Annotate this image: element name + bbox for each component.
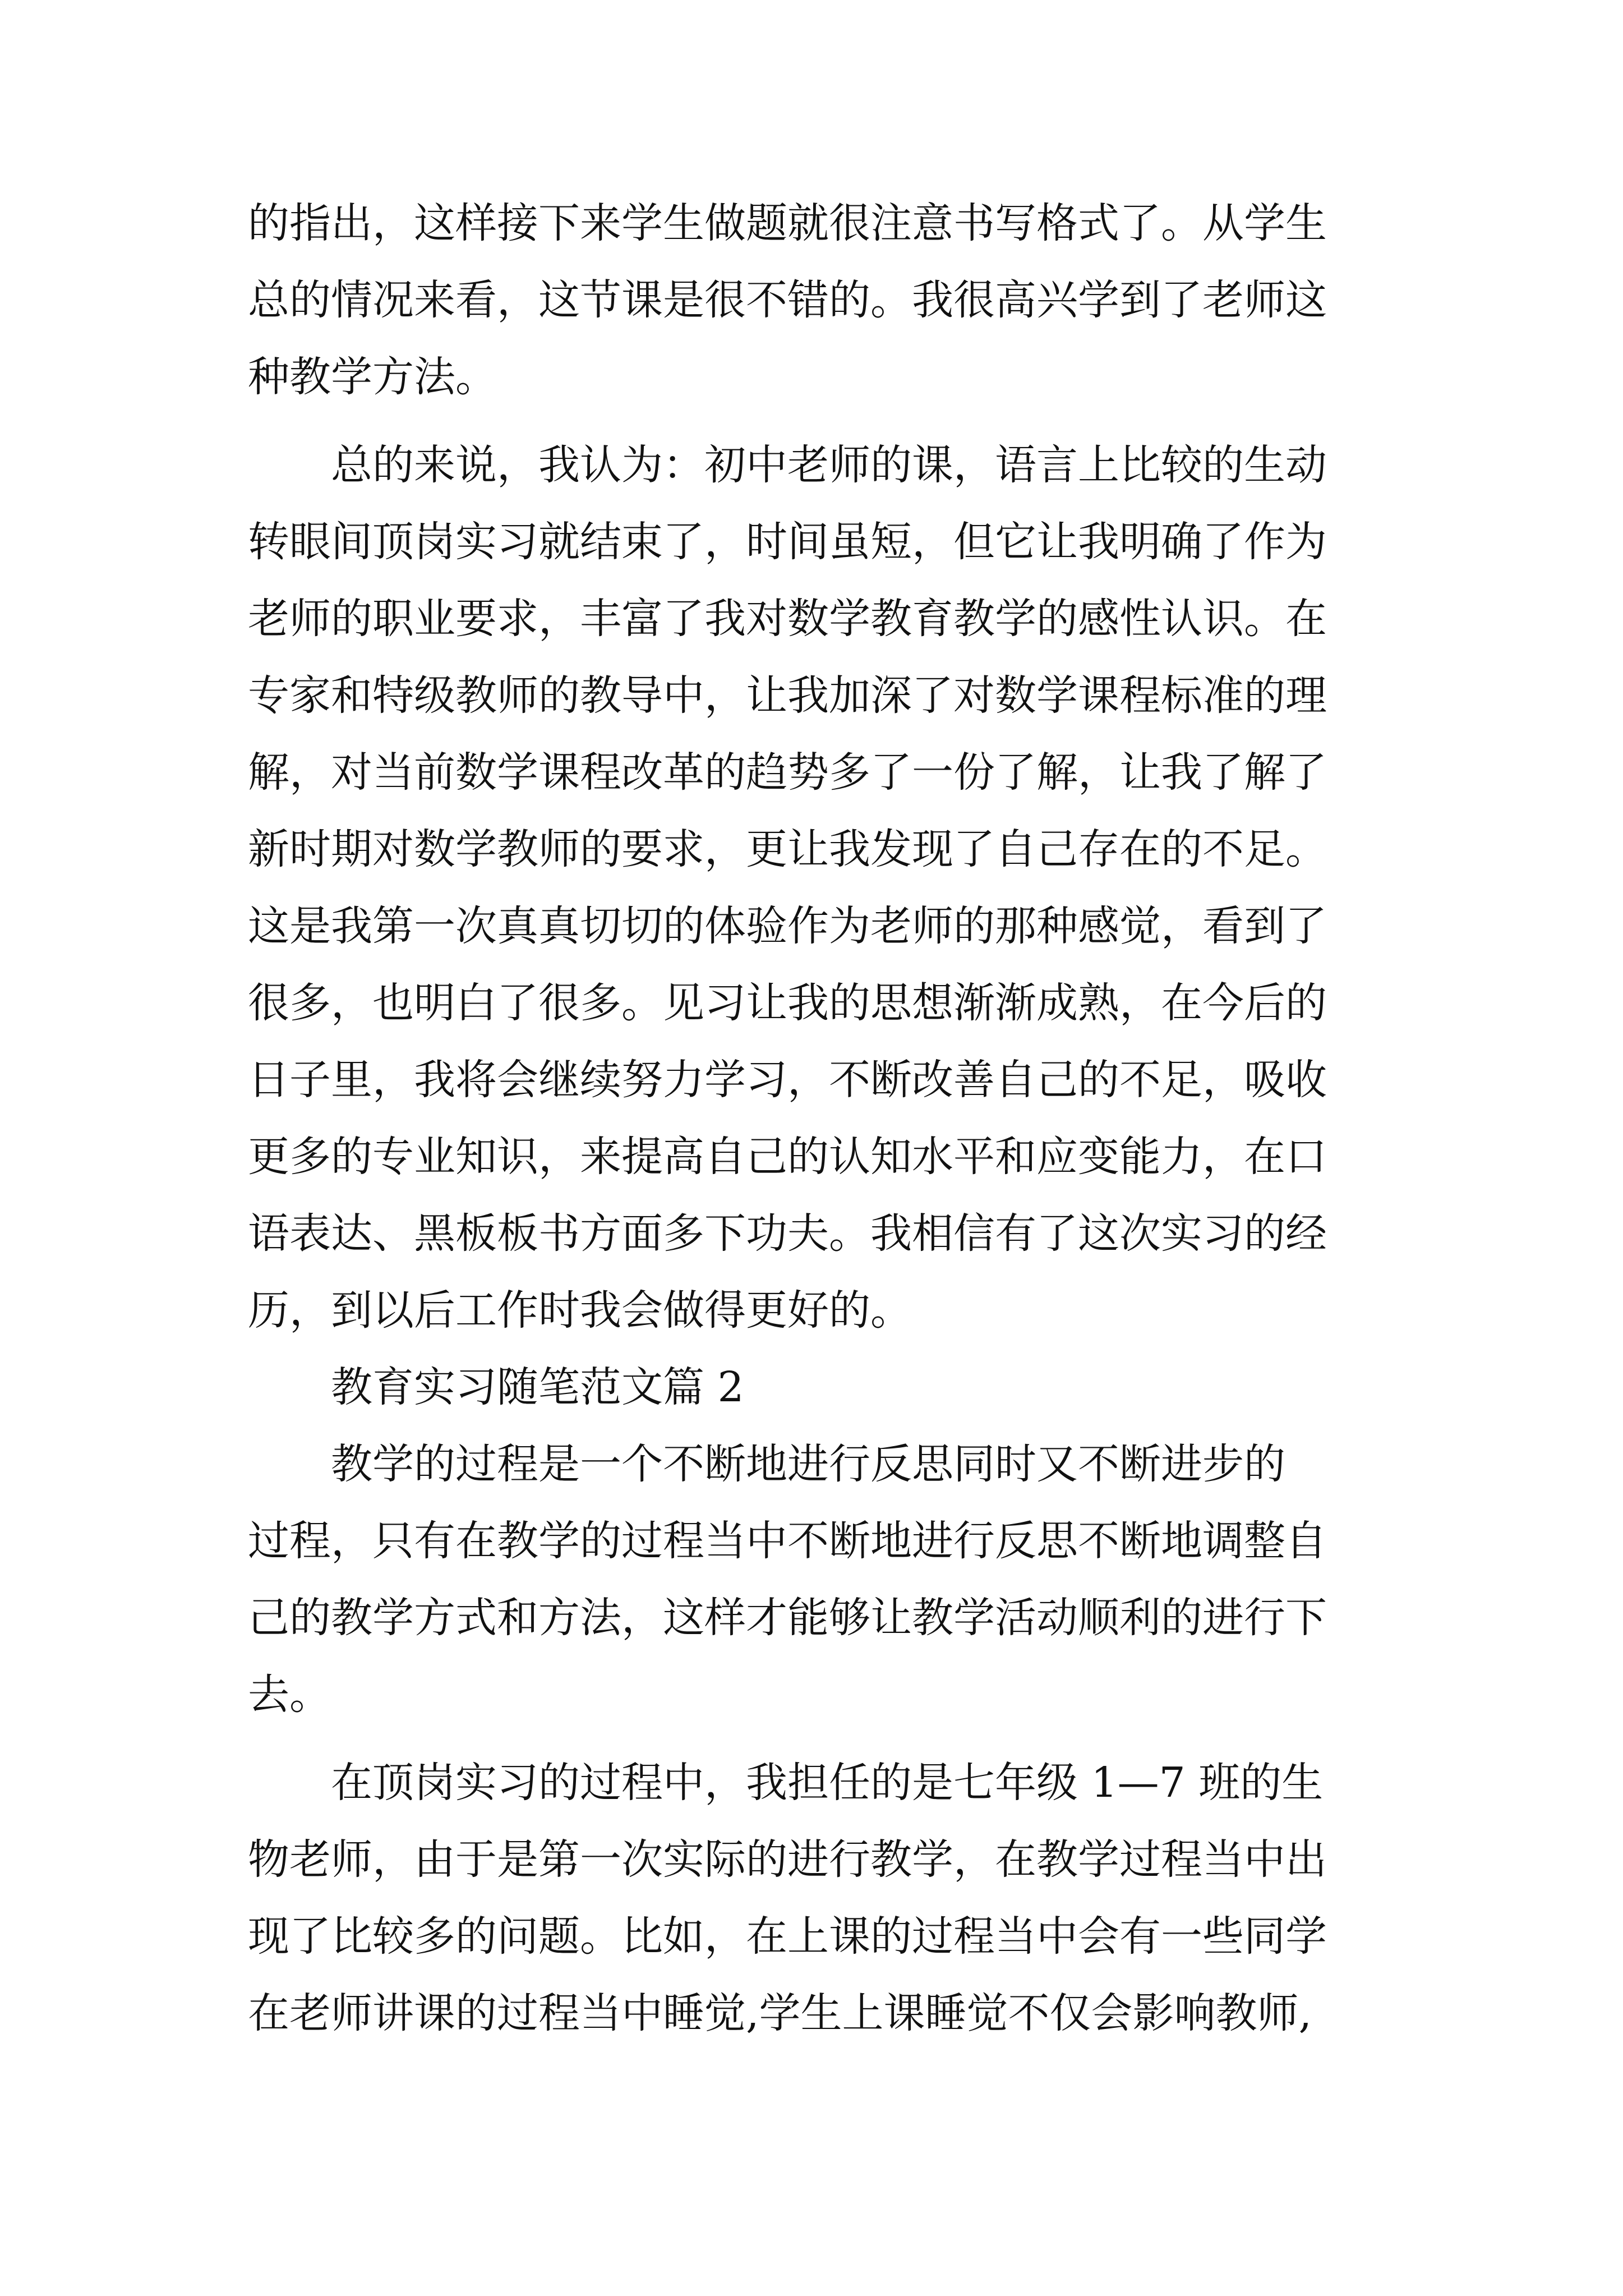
text-line: 物老师，由于是第一次实际的进行教学，在教学过程当中出 [248, 1835, 1327, 1884]
text-line: 这是我第一次真真切切的体验作为老师的那种感觉，看到了 [248, 902, 1327, 950]
text-line: 己的教学方式和方法，这样才能够让教学活动顺利的进行下 [248, 1594, 1327, 1642]
text-line: 过程，只有在教学的过程当中不断地进行反思不断地调整自 [248, 1517, 1327, 1565]
text-line: 种教学方法。 [248, 353, 497, 401]
text-line: 解，对当前数学课程改革的趋势多了一份了解，让我了解了 [248, 748, 1327, 797]
paragraph-start-line: 在顶岗实习的过程中，我担任的是七年级 1—7 班的生 [248, 1759, 1324, 1807]
text-line: 更多的专业知识，来提高自己的认知水平和应变能力，在口 [248, 1133, 1327, 1181]
text-line: 老师的职业要求，丰富了我对数学教育教学的感性认识。在 [248, 595, 1327, 643]
text-line: 很多，也明白了很多。见习让我的思想渐渐成熟，在今后的 [248, 979, 1327, 1027]
paragraph-start-line: 总的来说，我认为：初中老师的课，语言上比较的生动 [248, 441, 1327, 489]
text-line: 新时期对数学教师的要求，更让我发现了自己存在的不足。 [248, 825, 1327, 873]
text-line: 历，到以后工作时我会做得更好的。 [248, 1286, 912, 1335]
text-line: 去。 [248, 1671, 331, 1719]
text-line: 语表达、黑板板书方面多下功夫。我相信有了这次实习的经 [248, 1209, 1327, 1258]
text-line: 专家和特级教师的教导中，让我加深了对数学课程标准的理 [248, 671, 1327, 720]
text-line: 在老师讲课的过程当中睡觉,学生上课睡觉不仅会影响教师, [248, 1989, 1312, 2037]
paragraph-start-line: 教学的过程是一个不断地进行反思同时又不断进步的 [248, 1440, 1285, 1488]
text-line: 的指出，这样接下来学生做题就很注意书写格式了。从学生 [248, 199, 1327, 247]
document-body [248, 185, 1375, 2052]
text-line: 转眼间顶岗实习就结束了，时间虽短，但它让我明确了作为 [248, 518, 1327, 566]
section-heading: 教育实习随笔范文篇 2 [248, 1363, 744, 1411]
text-line: 日子里，我将会继续努力学习，不断改善自己的不足，吸收 [248, 1056, 1327, 1104]
text-line: 总的情况来看，这节课是很不错的。我很高兴学到了老师这 [248, 276, 1327, 324]
text-line: 现了比较多的问题。比如，在上课的过程当中会有一些同学 [248, 1912, 1327, 1961]
